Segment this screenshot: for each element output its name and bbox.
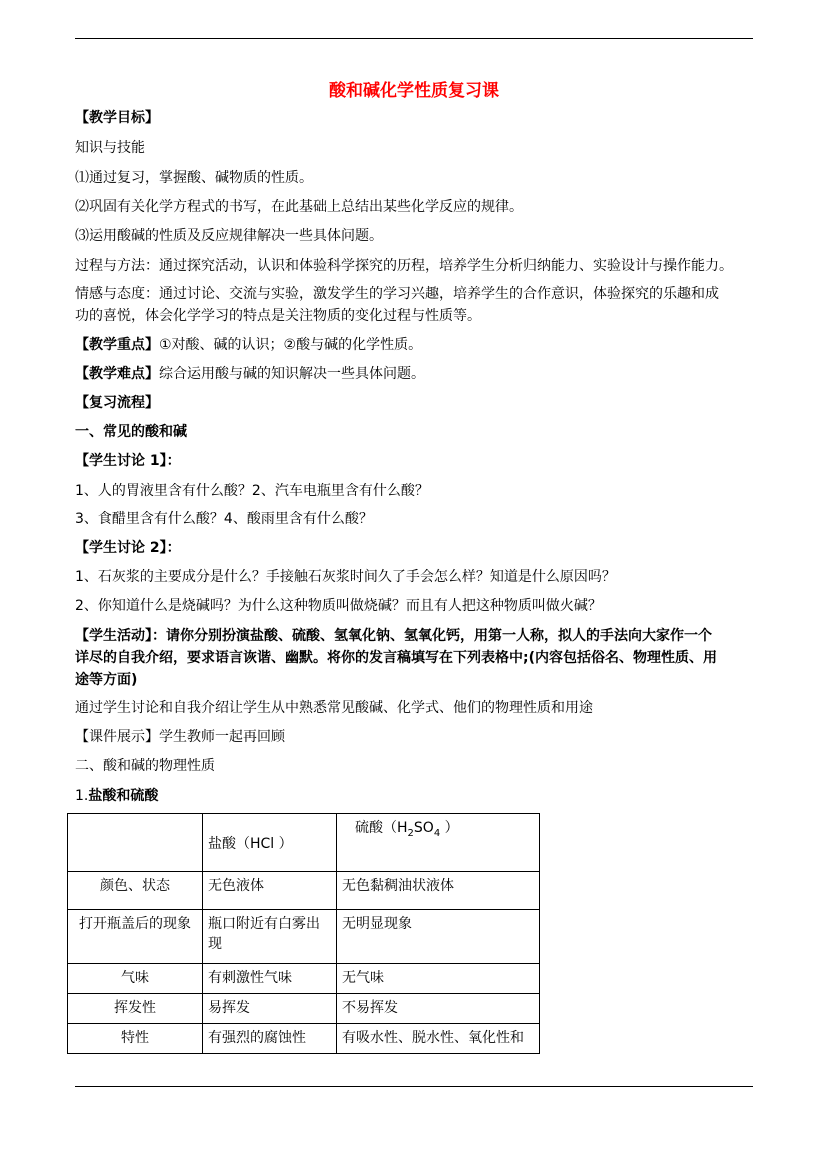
discussion-1-q1: 1、人的胃液里含有什么酸？2、汽车电瓶里含有什么酸？ [75,483,429,499]
key-points [75,335,422,355]
table-row [68,964,540,994]
row-label: 气味 [68,964,203,994]
discussion-2-q1: 1、石灰浆的主要成分是什么？手接触石灰浆时间久了手会怎么样？知道是什么原因吗？ [75,569,616,585]
key-points-label: 【教学重点】 [75,337,159,353]
courseware-show: 【课件展示】学生教师一起再回顾 [75,729,285,745]
table-header-empty [68,814,203,872]
row-label: 打开瓶盖后的现象 [68,910,203,964]
row-hcl-value: 瓶口附近有白雾出现 [203,910,337,964]
discussion-2-q2: 2、你知道什么是烧碱吗？为什么这种物质叫做烧碱？而且有人把这种物质叫做火碱？ [75,598,602,614]
key-points-text: ①对酸、碱的认识；②酸与碱的化学性质。 [159,337,423,353]
difficult-points-label: 【教学难点】 [75,366,159,382]
row-hcl-value: 有强烈的腐蚀性 [203,1024,337,1054]
row-h2so4-value: 无气味 [337,964,540,994]
summary-line: 通过学生讨论和自我介绍让学生从中熟悉常见酸碱、化学式、他们的物理性质和用途 [75,700,593,716]
difficult-points-text: 综合运用酸与碱的知识解决一些具体问题。 [159,366,425,382]
goal-item-1: ⑴通过复习，掌握酸、碱物质的性质。 [75,170,313,186]
table-row [68,1024,540,1054]
table-header-row [68,814,540,872]
activity-line-2: 详尽的自我介绍，要求语言诙谐、幽默。将你的发言稿填写在下列表格中;(内容包括俗名、物理性质、用 [75,650,717,666]
header-rule [75,38,753,39]
table-header-hcl [203,814,337,872]
discussion-2-heading: 【学生讨论 2】： [75,540,181,556]
discussion-1-heading: 【学生讨论 1】： [75,453,181,469]
row-hcl-value: 有刺激性气味 [203,964,337,994]
row-hcl-value: 易挥发 [203,994,337,1024]
emotion-line-2: 功的喜悦，体会化学学习的特点是关注物质的变化过程与性质等。 [75,308,481,324]
table-row [68,994,540,1024]
h2so4-sub-2: 2 [407,827,414,839]
footer-rule [75,1086,753,1087]
subsection-1-text: 盐酸和硫酸 [88,788,159,804]
goal-item-2: ⑵巩固有关化学方程式的书写，在此基础上总结出某些化学反应的规律。 [75,199,523,215]
section-2-heading: 二、酸和碱的物理性质 [75,758,215,774]
difficult-points [75,364,425,384]
h2so4-header-post: ） [440,820,459,836]
row-h2so4-value: 不易挥发 [337,994,540,1024]
goal-item-3: ⑶运用酸碱的性质及反应规律解决一些具体问题。 [75,228,383,244]
row-label: 颜色、状态 [68,872,203,910]
hcl-header-text: 盐酸（HCl ） [208,836,293,852]
h2so4-sub-4: 4 [433,827,441,839]
review-flow-heading: 【复习流程】 [75,395,159,411]
discussion-1-q2: 3、食醋里含有什么酸？4、酸雨里含有什么酸？ [75,511,373,527]
activity-line-3: 途等方面) [75,672,138,688]
row-hcl-value: 无色液体 [203,872,337,910]
row-h2so4-value: 有吸水性、脱水性、氧化性和 [337,1024,540,1054]
goal-heading: 【教学目标】 [75,110,159,126]
table-row [68,872,540,910]
row-h2so4-value: 无明显现象 [337,910,540,964]
row-h2so4-value: 无色黏稠油状液体 [337,872,540,910]
acid-properties-table [67,813,540,1054]
row-label: 特性 [68,1024,203,1054]
process-method: 过程与方法：通过探究活动，认识和体验科学探究的历程，培养学生分析归纳能力、实验设计与操作能力。 [75,258,733,274]
row-label: 挥发性 [68,994,203,1024]
h2so4-header-mid: SO [413,820,434,836]
activity-line-1: 【学生活动】：请你分别扮演盐酸、硫酸、氢氧化钠、氢氧化钙，用第一人称，拟人的手法向大家作一个 [75,628,712,644]
table-row [68,910,540,964]
section-1-heading: 一、常见的酸和碱 [75,424,187,440]
subsection-1-heading [75,786,158,806]
document-title: 酸和碱化学性质复习课 [329,81,499,101]
table-header-h2so4 [337,814,540,872]
subsection-1-number: 1. [75,788,89,804]
knowledge-heading: 知识与技能 [75,140,145,156]
h2so4-header-pre: 硫酸（H [355,820,408,836]
emotion-line-1: 情感与态度：通过讨论、交流与实验，激发学生的学习兴趣，培养学生的合作意识，体验探究的乐趣和成 [75,286,719,302]
